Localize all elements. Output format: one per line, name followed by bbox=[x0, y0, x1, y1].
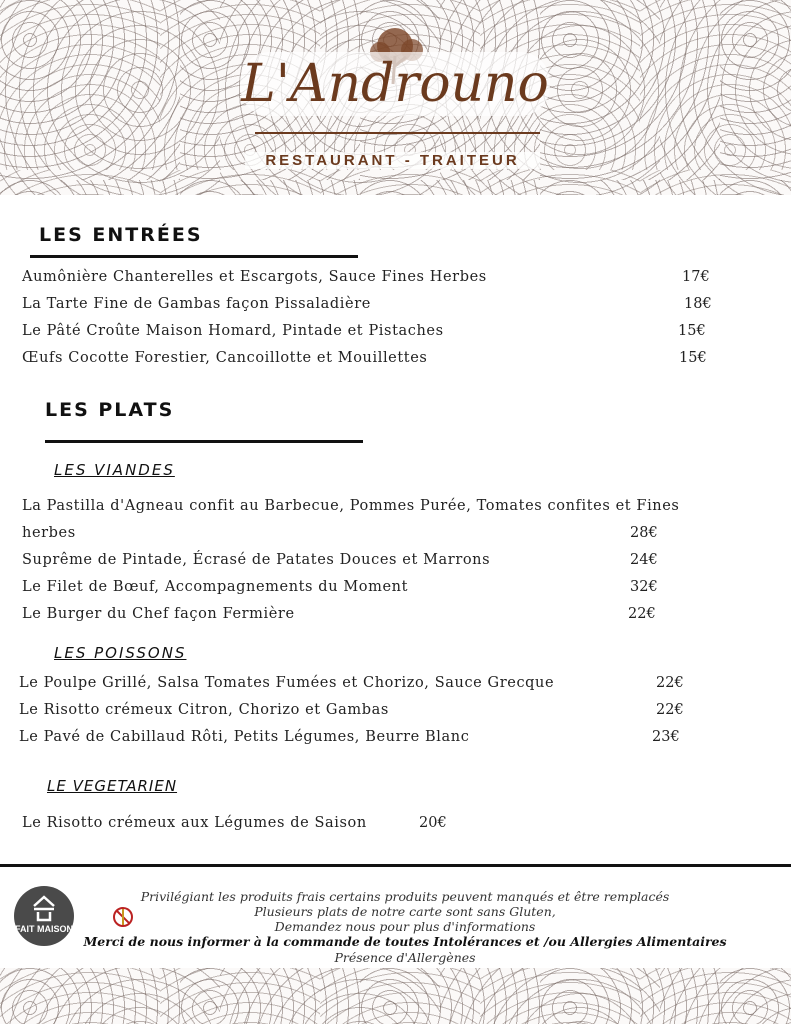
menu-item: Œufs Cocotte Forestier, Cancoillotte et Mouillettes bbox=[22, 350, 428, 366]
fait-maison-label: FAIT MAISON bbox=[15, 924, 73, 934]
footer-note: Présence d'Allergènes bbox=[334, 950, 476, 965]
menu-item: La Pastilla d'Agneau confit au Barbecue, Pommes Purée, Tomates confites et Fines bbox=[22, 498, 680, 514]
menu-item-price: 24€ bbox=[630, 552, 658, 568]
footer-allergy-note: Merci de nous informer à la commande de toutes Intolérances et /ou Allergies Alimentaires bbox=[83, 934, 727, 949]
subsection-poissons: LES POISSONS bbox=[54, 644, 187, 662]
menu-item-price: 15€ bbox=[679, 350, 707, 366]
menu-item: La Tarte Fine de Gambas façon Pissaladière bbox=[22, 296, 371, 312]
menu-item-continued: herbes bbox=[22, 525, 76, 541]
section-rule bbox=[45, 440, 363, 443]
house-icon bbox=[29, 894, 59, 922]
menu-item: Le Burger du Chef façon Fermière bbox=[22, 606, 295, 622]
menu-item-price: 22€ bbox=[628, 606, 656, 622]
footer-divider bbox=[0, 864, 791, 867]
menu-item-price: 18€ bbox=[684, 296, 712, 312]
menu-item: Aumônière Chanterelles et Escargots, Sauce Fines Herbes bbox=[22, 269, 487, 285]
footer-note: Demandez nous pour plus d'informations bbox=[274, 919, 536, 934]
menu-item-price: 22€ bbox=[656, 702, 684, 718]
footer-note: Plusieurs plats de notre carte sont sans Gluten, bbox=[254, 904, 556, 919]
brand-subtitle: RESTAURANT - TRAITEUR bbox=[245, 152, 540, 169]
footer-note: Privilégiant les produits frais certains produits peuvent manqués et être remplacés bbox=[140, 889, 670, 904]
menu-item: Le Poulpe Grillé, Salsa Tomates Fumées et Chorizo, Sauce Grecque bbox=[19, 675, 555, 691]
menu-item: Le Pâté Croûte Maison Homard, Pintade et Pistaches bbox=[22, 323, 444, 339]
section-rule bbox=[30, 255, 358, 258]
section-title-plats: LES PLATS bbox=[45, 399, 175, 421]
menu-item: Le Risotto crémeux aux Légumes de Saison bbox=[22, 815, 367, 831]
menu-item: Suprême de Pintade, Écrasé de Patates Douces et Marrons bbox=[22, 552, 491, 568]
subsection-viandes: LES VIANDES bbox=[54, 461, 175, 479]
subsection-vegetarien: LE VEGETARIEN bbox=[47, 777, 178, 795]
brand-name: L'Androuno bbox=[241, 54, 549, 114]
menu-item: Le Pavé de Cabillaud Rôti, Petits Légumes, Beurre Blanc bbox=[19, 729, 470, 745]
menu-item-price: 22€ bbox=[656, 675, 684, 691]
footer-pattern bbox=[0, 968, 791, 1024]
section-title-entrees: LES ENTRÉES bbox=[39, 224, 203, 246]
menu-item-price: 20€ bbox=[419, 815, 447, 831]
menu-item-price: 23€ bbox=[652, 729, 680, 745]
menu-item: Le Risotto crémeux Citron, Chorizo et Gambas bbox=[19, 702, 389, 718]
menu-item-price: 15€ bbox=[678, 323, 706, 339]
menu-item-price: 17€ bbox=[682, 269, 710, 285]
logo bbox=[0, 0, 791, 195]
menu-item-price: 32€ bbox=[630, 579, 658, 595]
brand-underline bbox=[255, 132, 540, 134]
menu-item-price: 28€ bbox=[630, 525, 658, 541]
menu-item: Le Filet de Bœuf, Accompagnements du Moment bbox=[22, 579, 409, 595]
